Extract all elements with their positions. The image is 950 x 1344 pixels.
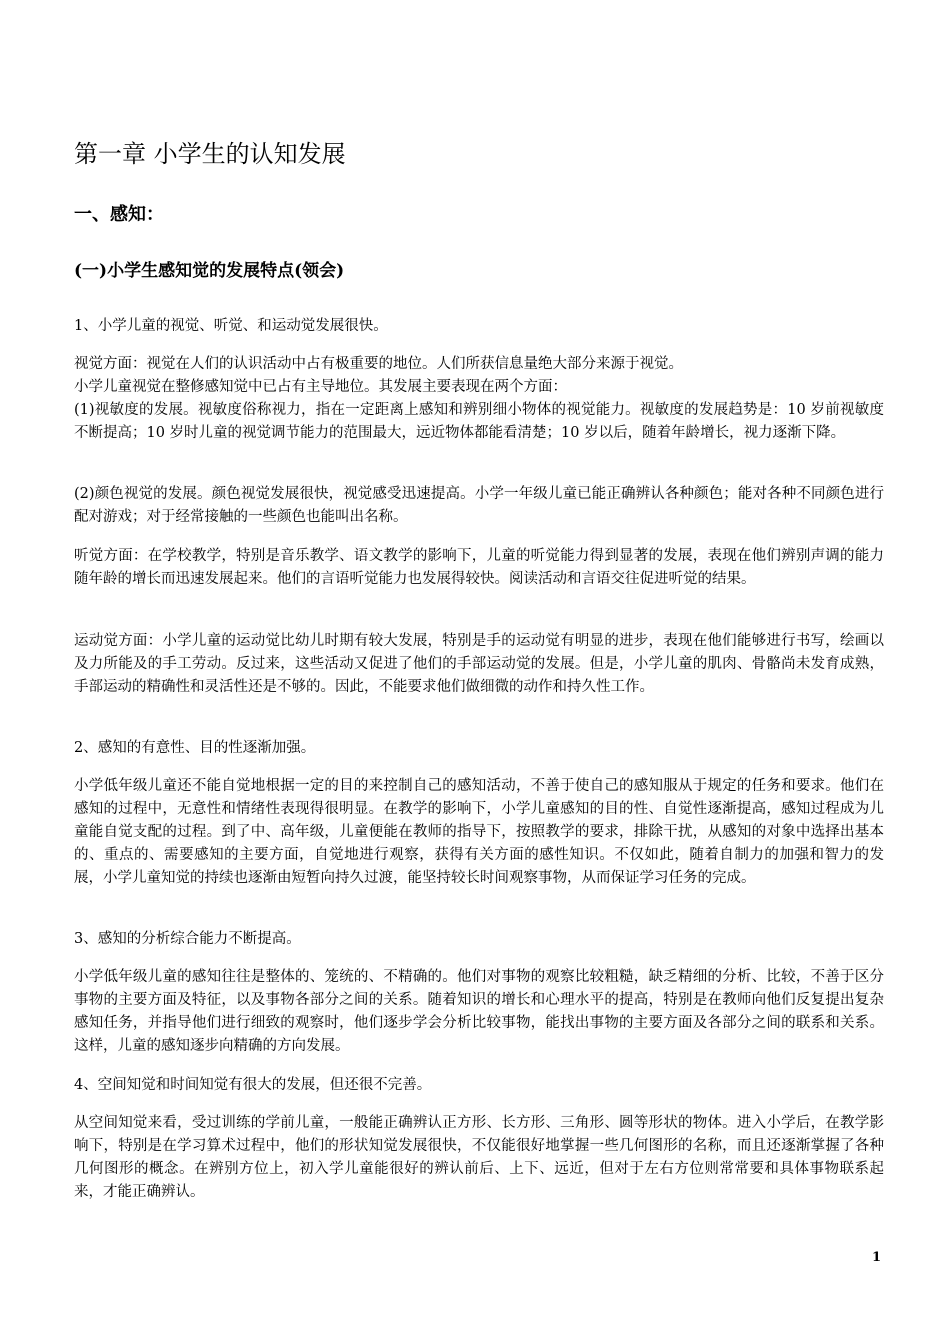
section-heading: 一、感知： bbox=[74, 204, 164, 225]
point-3 bbox=[74, 928, 884, 951]
paragraph-vision bbox=[74, 353, 884, 445]
subsection-heading: (一)小学生感知觉的发展特点(领会) bbox=[74, 261, 345, 281]
paragraph-line: (1)视敏度的发展。视敏度俗称视力，指在一定距离上感知和辨别细小物体的视觉能力。视敏度的发展趋势是：10 岁前视敏度不断提高；10 岁时儿童的视觉调节能力的范围最大，远近物体都能看清楚；10 岁以后，随着年龄增长，视力逐渐下降。 bbox=[74, 402, 884, 441]
point-text: 1、小学儿童的视觉、听觉、和运动觉发展很快。 bbox=[74, 318, 388, 334]
point-1 bbox=[74, 315, 884, 338]
paragraph-intentionality bbox=[74, 775, 884, 890]
page-number: 1 bbox=[872, 1250, 882, 1265]
paragraph-color-vision bbox=[74, 483, 884, 529]
paragraph-analysis bbox=[74, 966, 884, 1058]
point-text: 3、感知的分析综合能力不断提高。 bbox=[74, 931, 301, 947]
paragraph-line: 视觉方面：视觉在人们的认识活动中占有极重要的地位。人们所获信息量绝大部分来源于视觉。 bbox=[74, 356, 683, 372]
paragraph-line: 小学儿童视觉在整修感知觉中已占有主导地位。其发展主要表现在两个方面： bbox=[74, 379, 567, 395]
point-text: 2、感知的有意性、目的性逐渐加强。 bbox=[74, 740, 316, 756]
paragraph-kinesthesia bbox=[74, 630, 884, 699]
paragraph-line: 运动觉方面：小学儿童的运动觉比幼儿时期有较大发展，特别是手的运动觉有明显的进步，表现在他们能够进行书写，绘画以及力所能及的手工劳动。反过来，这些活动又促进了他们的手部运动觉的发展。但是，小学儿童的肌肉、骨骼尚未发育成熟，手部运动的精确性和灵活性还是不够的。因此，不能要求他们做细微的动作和持久性工作。 bbox=[74, 633, 884, 695]
point-text: 4、空间知觉和时间知觉有很大的发展，但还很不完善。 bbox=[74, 1077, 432, 1093]
paragraph-line: 听觉方面：在学校教学，特别是音乐教学、语文教学的影响下，儿童的听觉能力得到显著的发展，表现在他们辨别声调的能力随年龄的增长而迅速发展起来。他们的言语听觉能力也发展得较快。阅读活动和言语交往促进听觉的结果。 bbox=[74, 548, 884, 587]
paragraph-line: 从空间知觉来看，受过训练的学前儿童，一般能正确辨认正方形、长方形、三角形、圆等形状的物体。进入小学后，在教学影响下，特别是在学习算术过程中，他们的形状知觉发展很快，不仅能很好地掌握一些几何图形的名称，而且还逐渐掌握了各种几何图形的概念。在辨别方位上，初入学儿童能很好的辨认前后、上下、远近，但对于左右方位则常常要和具体事物联系起来，才能正确辨认。 bbox=[74, 1115, 884, 1200]
paragraph-space-time bbox=[74, 1112, 884, 1204]
paragraph-line: (2)颜色视觉的发展。颜色视觉发展很快，视觉感受迅速提高。小学一年级儿童已能正确辨认各种颜色；能对各种不同颜色进行配对游戏；对于经常接触的一些颜色也能叫出名称。 bbox=[74, 486, 884, 525]
paragraph-line: 小学低年级儿童还不能自觉地根据一定的目的来控制自己的感知活动，不善于使自己的感知服从于规定的任务和要求。他们在感知的过程中，无意性和情绪性表现得很明显。在教学的影响下，小学儿童感知的目的性、自觉性逐渐提高，感知过程成为儿童能自觉支配的过程。到了中、高年级，儿童便能在教师的指导下，按照教学的要求，排除干扰，从感知的对象中选择出基本的、重点的、需要感知的主要方面，自觉地进行观察，获得有关方面的感性知识。不仅如此，随着自制力的加强和智力的发展，小学儿童知觉的持续也逐渐由短暂向持久过渡，能坚持较长时间观察事物，从而保证学习任务的完成。 bbox=[74, 778, 884, 886]
chapter-title: 第一章 小学生的认知发展 bbox=[74, 140, 346, 168]
point-2 bbox=[74, 737, 884, 760]
point-4 bbox=[74, 1074, 884, 1097]
paragraph-line: 小学低年级儿童的感知往往是整体的、笼统的、不精确的。他们对事物的观察比较粗糙，缺乏精细的分析、比较，不善于区分事物的主要方面及特征，以及事物各部分之间的关系。随着知识的增长和心理水平的提高，特别是在教师向他们反复提出复杂感知任务，并指导他们进行细致的观察时，他们逐步学会分析比较事物，能找出事物的主要方面及各部分之间的联系和关系。这样，儿童的感知逐步向精确的方向发展。 bbox=[74, 969, 884, 1054]
paragraph-hearing bbox=[74, 545, 884, 591]
